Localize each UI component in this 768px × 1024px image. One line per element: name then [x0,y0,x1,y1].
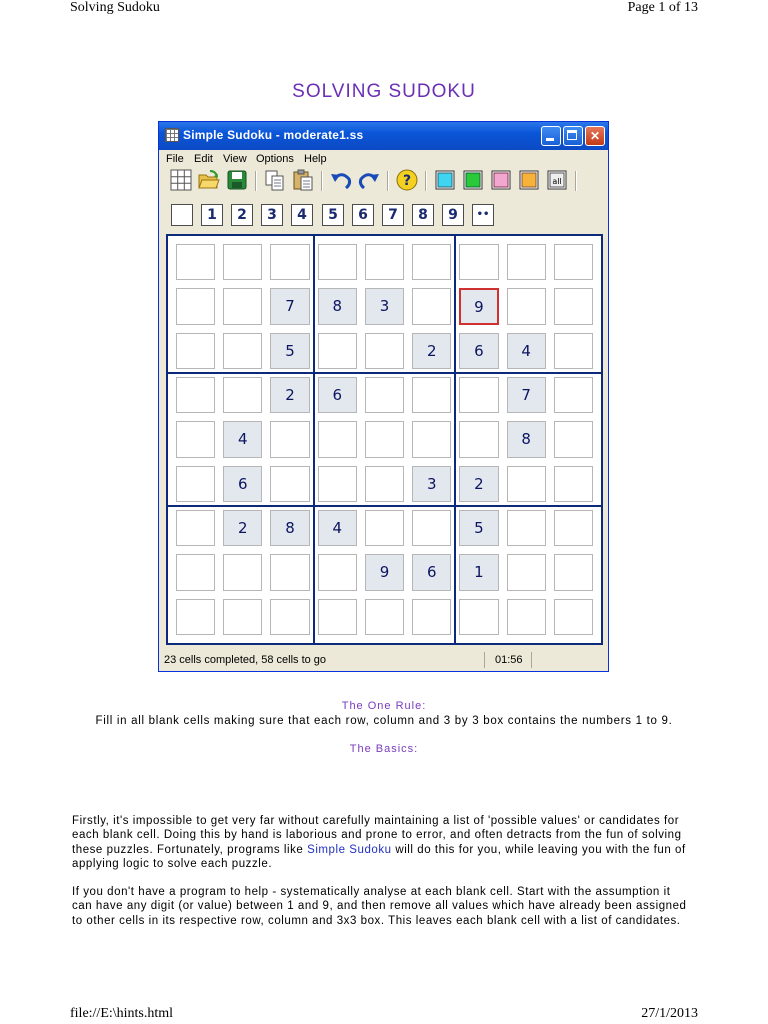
sudoku-cell-r5c5[interactable] [365,421,404,457]
pink-candidates-icon[interactable] [489,168,513,192]
menu-bar [159,150,608,168]
status-timer [484,652,532,668]
app-grid-icon [165,128,179,142]
sudoku-cell-r4c9[interactable] [554,377,593,413]
sudoku-cell-r6c8[interactable] [507,466,546,502]
print-header-left: Solving Sudoku [70,0,160,15]
sudoku-cell-r8c1[interactable] [176,554,215,590]
sudoku-cell-r3c9[interactable] [554,333,593,369]
sudoku-cell-r3c7[interactable]: 6 [459,333,498,369]
help-icon[interactable] [395,168,419,192]
timer-value: 01:56 [495,654,523,666]
toolbar-separator [321,171,323,191]
number-button-4[interactable]: 4 [291,204,313,226]
undo-icon[interactable] [329,168,353,192]
sudoku-cell-r9c8[interactable] [507,599,546,635]
svg-text:?: ? [402,173,412,189]
sudoku-cell-r8c3[interactable] [270,554,309,590]
sudoku-cell-r5c9[interactable] [554,421,593,457]
sudoku-cell-r9c7[interactable] [459,599,498,635]
sudoku-cell-r3c6[interactable]: 2 [412,333,451,369]
sudoku-cell-r9c6[interactable] [412,599,451,635]
sudoku-cell-r1c6[interactable] [412,244,451,280]
sudoku-cell-r5c7[interactable] [459,421,498,457]
menu-edit[interactable]: Edit [194,153,213,165]
sudoku-cell-r6c3[interactable] [270,466,309,502]
menu-view[interactable]: View [223,153,247,165]
sudoku-cell-r2c6[interactable] [412,288,451,324]
sudoku-cell-r7c7[interactable]: 5 [459,510,498,546]
orange-candidates-icon[interactable] [517,168,541,192]
sudoku-cell-r6c5[interactable] [365,466,404,502]
number-button-clear[interactable] [171,204,193,226]
sudoku-cell-r8c6[interactable]: 6 [412,554,451,590]
menu-help[interactable]: Help [304,153,327,165]
sudoku-cell-r6c9[interactable] [554,466,593,502]
sudoku-cell-r9c3[interactable] [270,599,309,635]
number-button-6[interactable]: 6 [352,204,374,226]
sudoku-cell-r2c1[interactable] [176,288,215,324]
sudoku-cell-r1c2[interactable] [223,244,262,280]
one-rule-text: Fill in all blank cells making sure that each row, column and 3 by 3 box contains the numbers 1 to 9. [95,715,673,727]
green-candidates-icon[interactable] [461,168,485,192]
sudoku-cell-r2c3[interactable]: 7 [270,288,309,324]
window-title: Simple Sudoku - moderate1.ss [183,128,364,142]
sudoku-cell-r1c7[interactable] [459,244,498,280]
box-divider-horizontal [168,505,601,507]
sudoku-cell-r5c3[interactable] [270,421,309,457]
sudoku-cell-r3c4[interactable] [318,333,357,369]
box-divider-vertical [313,236,315,643]
all-candidates-icon[interactable] [545,168,569,192]
sudoku-cell-r5c8[interactable]: 8 [507,421,546,457]
sudoku-cell-r3c2[interactable] [223,333,262,369]
simple-sudoku-window [158,121,609,672]
sudoku-cell-r8c2[interactable] [223,554,262,590]
box-divider-vertical [454,236,456,643]
one-rule-heading: The One Rule: [341,700,427,712]
cyan-candidates-icon[interactable] [433,168,457,192]
sudoku-cell-r5c4[interactable] [318,421,357,457]
redo-icon[interactable] [357,168,381,192]
toolbar-separator [575,171,577,191]
toolbar-separator [425,171,427,191]
basics-heading: The Basics: [349,743,419,755]
paragraph-text: will do this for you, while leaving you with the fun of applying logic to solve each puzzle. [72,843,686,870]
page-title: SOLVING SUDOKU [292,81,476,102]
sudoku-cell-r1c9[interactable] [554,244,593,280]
sudoku-cell-r4c2[interactable] [223,377,262,413]
number-button-8[interactable]: 8 [412,204,434,226]
sudoku-cell-r4c1[interactable] [176,377,215,413]
sudoku-cell-r3c8[interactable]: 4 [507,333,546,369]
print-footer-date: 27/1/2013 [641,1006,698,1021]
sudoku-cell-r8c4[interactable] [318,554,357,590]
sudoku-cell-r7c1[interactable] [176,510,215,546]
paragraph-candidates [72,814,692,871]
sudoku-cell-r6c4[interactable] [318,466,357,502]
sudoku-cell-r4c3[interactable]: 2 [270,377,309,413]
paragraph-text: Firstly, it's impossible to get very far without carefully maintaining a list of 'possible values' or candidates for each blank cell. Doing this by hand is laborious and prone to error, and often detracts from the fun of solving these puzzles. Fortunately, programs like [72,815,682,856]
sudoku-cell-r9c5[interactable] [365,599,404,635]
sudoku-cell-r5c1[interactable] [176,421,215,457]
sudoku-grid [172,240,597,639]
sudoku-cell-r2c9[interactable] [554,288,593,324]
sudoku-cell-r3c1[interactable] [176,333,215,369]
sudoku-cell-r3c5[interactable] [365,333,404,369]
sudoku-cell-r2c7[interactable]: 9 [459,288,498,324]
sudoku-cell-r9c4[interactable] [318,599,357,635]
sudoku-cell-r7c4[interactable]: 4 [318,510,357,546]
sudoku-cell-r8c7[interactable]: 1 [459,554,498,590]
sudoku-cell-r1c8[interactable] [507,244,546,280]
maximize-button[interactable] [563,126,583,146]
box-divider-horizontal [168,372,601,374]
menu-file[interactable]: File [166,153,184,165]
copy-icon[interactable] [263,168,287,192]
sudoku-cell-r4c8[interactable]: 7 [507,377,546,413]
sudoku-cell-r4c4[interactable]: 6 [318,377,357,413]
number-button-3[interactable]: 3 [261,204,283,226]
save-icon[interactable] [225,168,249,192]
sudoku-board [166,234,603,645]
number-button-7[interactable]: 7 [382,204,404,226]
sudoku-cell-r3c3[interactable]: 5 [270,333,309,369]
close-button[interactable] [585,126,605,146]
window-titlebar[interactable] [159,122,608,150]
sudoku-cell-r7c2[interactable]: 2 [223,510,262,546]
sudoku-cell-r8c5[interactable]: 9 [365,554,404,590]
sudoku-cell-r2c2[interactable] [223,288,262,324]
sudoku-cell-r2c4[interactable]: 8 [318,288,357,324]
sudoku-cell-r6c2[interactable]: 6 [223,466,262,502]
number-button-9[interactable]: 9 [442,204,464,226]
number-toolbar [165,204,605,228]
paste-icon[interactable] [291,168,315,192]
paragraph-analyse: If you don't have a program to help - systematically analyse at each blank cell. Start with the assumption it can have any digit (or value) between 1 and 9, and then remove all values which have already been assigned to other cells in its respective row, column and 3x3 box. This leaves each blank cell with a list of candidates. [72,886,687,927]
simple-sudoku-link[interactable]: Simple Sudoku [307,843,392,856]
menu-options[interactable]: Options [256,153,294,165]
open-folder-icon[interactable] [197,168,221,192]
sudoku-cell-r6c6[interactable]: 3 [412,466,451,502]
sudoku-cell-r1c4[interactable] [318,244,357,280]
sudoku-cell-r1c1[interactable] [176,244,215,280]
sudoku-cell-r7c9[interactable] [554,510,593,546]
sudoku-cell-r2c8[interactable] [507,288,546,324]
toolbar-separator [387,171,389,191]
sudoku-cell-r9c2[interactable] [223,599,262,635]
sudoku-cell-r5c6[interactable] [412,421,451,457]
main-toolbar [163,168,603,196]
minimize-button[interactable] [541,126,561,146]
sudoku-cell-r2c5[interactable]: 3 [365,288,404,324]
toolbar-separator [255,171,257,191]
status-text: 23 cells completed, 58 cells to go [164,654,327,666]
sudoku-cell-r5c2[interactable]: 4 [223,421,262,457]
sudoku-cell-r9c9[interactable] [554,599,593,635]
number-button-2[interactable]: 2 [231,204,253,226]
number-button-5[interactable]: 5 [322,204,344,226]
sudoku-cell-r8c8[interactable] [507,554,546,590]
sudoku-cell-r1c5[interactable] [365,244,404,280]
sudoku-cell-r6c7[interactable]: 2 [459,466,498,502]
status-bar [162,652,605,669]
sudoku-cell-r7c6[interactable] [412,510,451,546]
print-footer-url: file://E:\hints.html [70,1006,174,1021]
print-header-page-number: Page 1 of 13 [627,0,698,15]
sudoku-cell-r4c6[interactable] [412,377,451,413]
grid-icon[interactable] [169,168,193,192]
number-button-candidates[interactable]: •• [472,204,494,226]
number-button-1[interactable]: 1 [201,204,223,226]
sudoku-cell-r7c5[interactable] [365,510,404,546]
sudoku-cell-r6c1[interactable] [176,466,215,502]
sudoku-cell-r9c1[interactable] [176,599,215,635]
sudoku-cell-r4c5[interactable] [365,377,404,413]
sudoku-cell-r8c9[interactable] [554,554,593,590]
sudoku-cell-r7c3[interactable]: 8 [270,510,309,546]
sudoku-cell-r4c7[interactable] [459,377,498,413]
sudoku-cell-r7c8[interactable] [507,510,546,546]
all-candidates-label: all [552,177,562,186]
sudoku-cell-r1c3[interactable] [270,244,309,280]
